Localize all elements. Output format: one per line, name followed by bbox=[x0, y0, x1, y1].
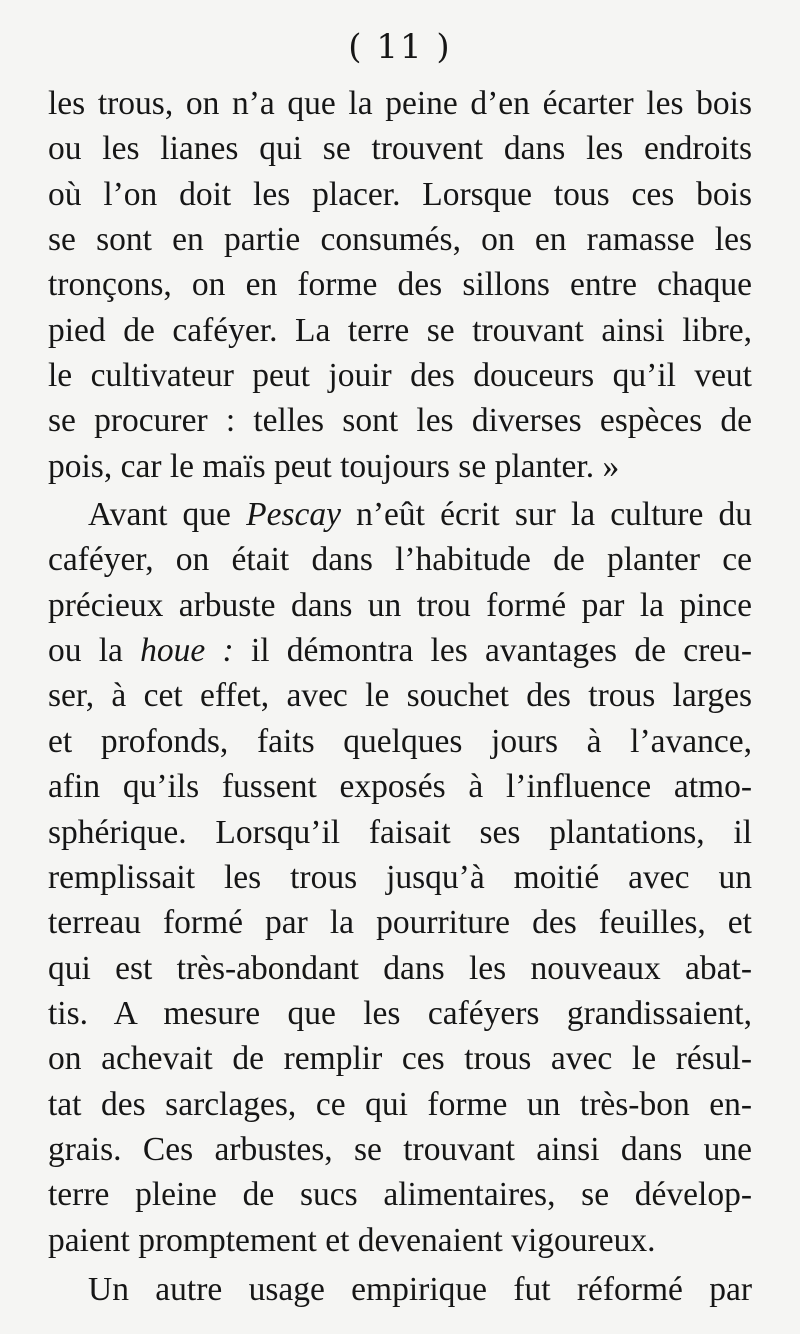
text-line-1: les trous, on n’a que la peine d’en écarter les bois bbox=[48, 85, 752, 122]
text-line-3: où l’on doit les placer. Lorsque tous ces bois bbox=[48, 175, 752, 213]
text-line-21: tis. A mesure que les caféyers grandissaient, bbox=[48, 994, 752, 1032]
text-line-22: on achevait de remplir ces trous avec le résul- bbox=[48, 1040, 752, 1078]
text-line-5: tronçons, on en forme des sillons entre chaque bbox=[48, 266, 752, 304]
text-line-20: qui est très-abondant dans les nouveaux abat- bbox=[48, 949, 752, 987]
text-line-10-start: Avant que bbox=[88, 496, 247, 534]
text-line-13 bbox=[48, 628, 752, 673]
text-line-12: précieux arbuste dans un trou formé par la pince bbox=[48, 586, 752, 624]
text-line-25: terre pleine de sucs alimentaires, se dévelop- bbox=[48, 1176, 752, 1214]
text-line-6: pied de caféyer. La terre se trouvant ainsi libre, bbox=[48, 311, 752, 349]
text-line-19: terreau formé par la pourriture des feuilles, et bbox=[48, 904, 752, 942]
text-line-14: ser, à cet effet, avec le souchet des trous larges bbox=[48, 677, 752, 715]
text-line-2: ou les lianes qui se trouvent dans les endroits bbox=[48, 130, 752, 168]
text-line-13-start: ou la bbox=[48, 632, 141, 670]
text-line-8: se procurer : telles sont les diverses espèces de bbox=[48, 402, 752, 440]
text-line-10 bbox=[48, 492, 752, 537]
text-line-15: et profonds, faits quelques jours à l’avance, bbox=[48, 722, 752, 760]
text-line-16: afin qu’ils fussent exposés à l’influence atmo- bbox=[48, 768, 752, 806]
term-houe: houe : bbox=[140, 632, 234, 670]
text-line-24: grais. Ces arbustes, se trouvant ainsi dans une bbox=[48, 1130, 752, 1168]
text-line-10-end: n’eût écrit sur la culture du bbox=[340, 496, 752, 534]
text-line-9: pois, car le maïs peut toujours se planter. » bbox=[48, 447, 620, 485]
page-number: ( 11 ) bbox=[348, 27, 452, 67]
text-line-11: caféyer, on était dans l’habitude de planter ce bbox=[48, 541, 752, 579]
text-line-18: remplissait les trous jusqu’à moitié avec un bbox=[48, 858, 752, 896]
body-text bbox=[48, 81, 752, 1312]
author-name-pescay: Pescay bbox=[246, 496, 341, 534]
text-line-17: sphérique. Lorsqu’il faisait ses plantations, il bbox=[48, 813, 752, 851]
text-line-13-end: il démontra les avantages de creu- bbox=[233, 632, 752, 670]
text-line-4: se sont en partie consumés, on en ramasse les bbox=[48, 221, 752, 259]
text-line-7: le cultivateur peut jouir des douceurs qu’il veut bbox=[48, 357, 752, 395]
text-line-26: paient promptement et devenaient vigoureux. bbox=[48, 1221, 656, 1259]
text-line-23: tat des sarclages, ce qui forme un très-bon en- bbox=[48, 1085, 752, 1123]
text-line-27: Un autre usage empirique fut réformé par bbox=[88, 1270, 752, 1308]
